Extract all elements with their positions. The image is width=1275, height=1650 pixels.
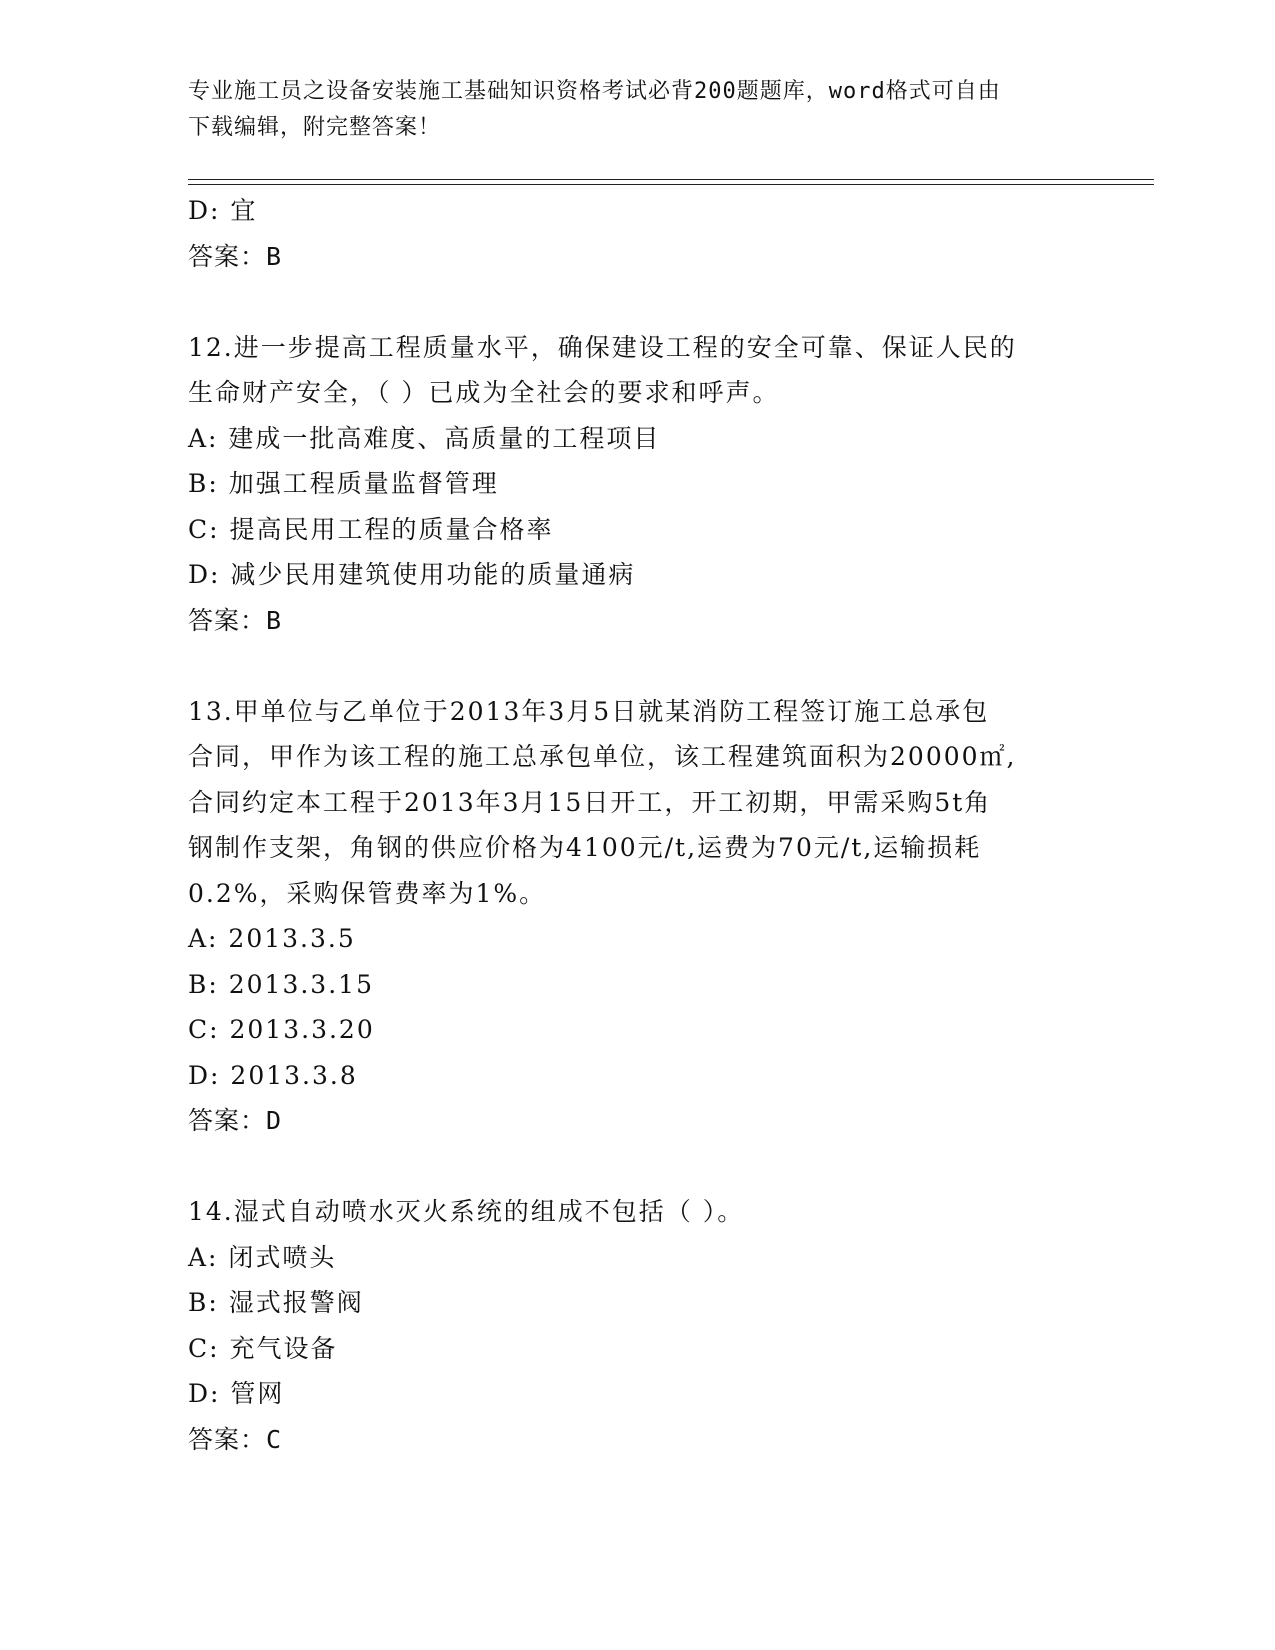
question-stem: 合同约定本工程于2013年3月15日开工，开工初期，甲需采购5t角 [188,787,992,817]
question-stem: 合同，甲作为该工程的施工总承包单位，该工程建筑面积为20000㎡, [188,742,1017,771]
option-a: A: 闭式喷头 [188,1242,337,1272]
question-11-tail [188,188,1088,279]
option-a: A: 建成一批高难度、高质量的工程项目 [188,423,661,453]
header-line-2: 下载编辑，附完整答案！ [188,115,442,140]
header-divider-top [188,179,1154,180]
option-c: C: 2013.3.20 [188,1015,375,1044]
option-c: C: 充气设备 [188,1333,338,1363]
option-d: D: 管网 [188,1379,285,1408]
answer-line: 答案：B [188,241,283,271]
document-header [188,74,1068,146]
header-line-1: 专业施工员之设备安装施工基础知识资格考试必背200题题库，word格式可自由 [188,79,1001,104]
option-d: D: 2013.3.8 [188,1060,358,1090]
option-b: B: 湿式报警阀 [188,1288,364,1317]
question-stem: 0.2%，采购保管费率为1%。 [188,878,547,908]
question-12 [188,325,1088,644]
answer-line: 答案：C [188,1424,283,1454]
question-stem: 生命财产安全，（ ）已成为全社会的要求和呼声。 [188,378,780,407]
option-b: B: 2013.3.15 [188,969,374,999]
option-c: C: 提高民用工程的质量合格率 [188,514,554,544]
answer-line: 答案：B [188,605,283,635]
document-body [188,188,1088,1462]
spacer [188,643,1088,689]
option-d: D: 宜 [188,196,258,225]
option-d: D: 减少民用建筑使用功能的质量通病 [188,560,636,589]
question-stem: 12.进一步提高工程质量水平，确保建设工程的安全可靠、保证人民的 [188,332,1017,362]
question-13 [188,689,1088,1144]
option-b: B: 加强工程质量监督管理 [188,469,499,498]
header-divider-bottom [188,184,1154,185]
question-14 [188,1189,1088,1462]
question-stem: 13.甲单位与乙单位于2013年3月5日就某消防工程签订施工总承包 [188,696,990,726]
spacer [188,1144,1088,1190]
spacer [188,279,1088,325]
question-stem: 钢制作支架，角钢的供应价格为4100元/t,运费为70元/t,运输损耗 [188,833,982,862]
question-stem: 14.湿式自动喷水灭火系统的组成不包括（ ）。 [188,1197,745,1226]
answer-line: 答案：D [188,1106,283,1135]
option-a: A: 2013.3.5 [188,924,356,953]
